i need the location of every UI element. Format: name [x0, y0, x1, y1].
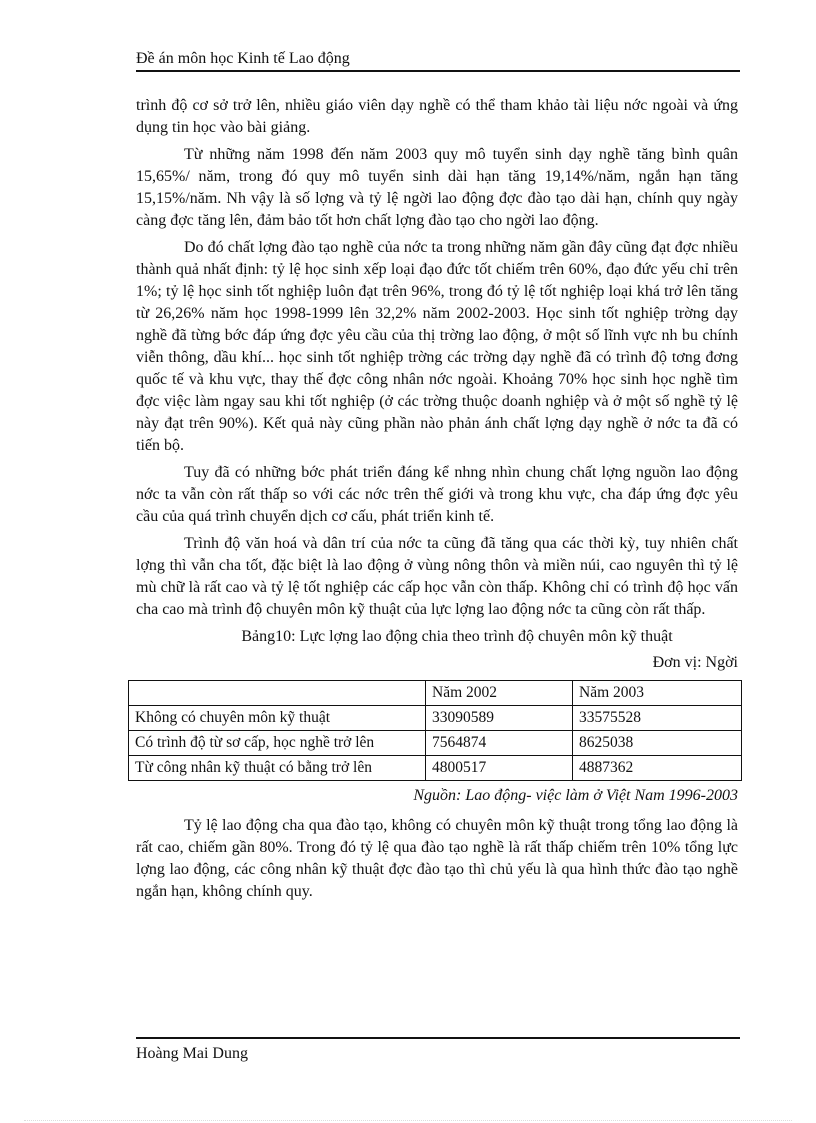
- page-header: [136, 50, 740, 72]
- page-edge-divider: [24, 1120, 792, 1121]
- paragraph: Từ những năm 1998 đến năm 2003 quy mô tuyển sinh dạy nghề tăng bình quân 15,65%/ năm, trong đó quy mô tuyển sinh dài hạn tăng 19,14%/năm, ngắn hạn tăng 15,15%/năm. Nh vậy là số lợng và tỷ lệ ngời lao động đợc đào tạo dài hạn, chính quy ngày càng đợc tăng lên, đảm bảo tốt hơn chất lợng đào tạo cho ngời lao động.: [136, 146, 738, 229]
- paragraph: Do đó chất lợng đào tạo nghề của nớc ta trong những năm gần đây cũng đạt đợc nhiều thành quả nhất định: tỷ lệ học sinh xếp loại đạo đức tốt chiếm trên 60%, đạo đức yếu chỉ trên 1%; tỷ lệ học sinh tốt nghiệp luôn đạt trên 96%, trong đó tỷ lệ tốt nghiệp loại khá trở lên tăng từ 26,26% năm học 1998-1999 lên 32,2% năm 2002-2003. Học sinh tốt nghiệp trờng dạy nghề đã từng bớc đáp ứng đợc yêu cầu của thị trờng lao động, ở một số lĩnh vực nh bu chính viễn thông, dầu khí... học sinh tốt nghiệp trờng các trờng dạy nghề đã có trình độ tơng đơng quốc tế và khu vực, thay thế đợc công nhân nớc ngoài. Khoảng 70% học sinh học nghề tìm đợc việc làm ngay sau khi tốt nghiệp (ở các trờng thuộc doanh nghiệp và ở một số nghề tỷ lệ này đạt trên 90%). Kết quả này cũng phần nào phản ánh chất lợng dạy nghề ở nớc ta đã có tiến bộ.: [136, 239, 738, 454]
- table-cell: 4887362: [573, 756, 742, 781]
- table-source: Nguồn: Lao động- việc làm ở Việt Nam 1996-2003: [413, 787, 738, 804]
- paragraph: Tuy đã có những bớc phát triển đáng kể nhng nhìn chung chất lợng nguồn lao động nớc ta vẫn còn rất thấp so với các nớc trên thế giới và trong khu vực, cha đáp ứng đợc yêu cầu của quá trình chuyển dịch cơ cấu, phát triển kinh tế.: [136, 464, 738, 525]
- table-header-row: [129, 681, 742, 706]
- paragraph: Tỷ lệ lao động cha qua đào tạo, không có chuyên môn kỹ thuật trong tổng lao động là rất cao, chiếm gần 80%. Trong đó tỷ lệ qua đào tạo nghề là rất thấp chiếm trên 10% tổng lực lợng lao động, các công nhân kỹ thuật đợc đào tạo thì chủ yếu là qua hình thức đào tạo nghề ngắn hạn, không chính quy.: [136, 817, 738, 900]
- table-cell: Từ công nhân kỹ thuật có bằng trở lên: [129, 756, 426, 781]
- table-row: [129, 706, 742, 731]
- data-table: [128, 680, 742, 781]
- table-row: [129, 731, 742, 756]
- table-cell: 8625038: [573, 731, 742, 756]
- table-caption: Bảng10: Lực lợng lao động chia theo trình độ chuyên môn kỹ thuật: [241, 628, 673, 645]
- table-cell: Không có chuyên môn kỹ thuật: [129, 706, 426, 731]
- table-cell: 7564874: [426, 731, 573, 756]
- table-cell: 4800517: [426, 756, 573, 781]
- table-cell: 33575528: [573, 706, 742, 731]
- document-body: [136, 95, 738, 908]
- page-footer: [136, 1037, 740, 1063]
- paragraph: trình độ cơ sở trở lên, nhiều giáo viên dạy nghề có thể tham khảo tài liệu nớc ngoài và ứng dụng tin học vào bài giảng.: [136, 97, 738, 136]
- table-cell: 33090589: [426, 706, 573, 731]
- table-header-cell: Năm 2003: [573, 681, 742, 706]
- table-header-cell: Năm 2002: [426, 681, 573, 706]
- table-header-cell: [129, 681, 426, 706]
- table-unit: Đơn vị: Ngời: [652, 654, 738, 671]
- table-row: [129, 756, 742, 781]
- table-cell: Có trình độ từ sơ cấp, học nghề trở lên: [129, 731, 426, 756]
- paragraph: Trình độ văn hoá và dân trí của nớc ta cũng đã tăng qua các thời kỳ, tuy nhiên chất lợng thì vẫn cha tốt, đặc biệt là lao động ở vùng nông thôn và miền núi, cao nguyên thì tỷ lệ mù chữ là rất cao và tỷ lệ tốt nghiệp các cấp học vẫn còn thấp. Không chỉ có trình độ học vấn cha cao mà trình độ chuyên môn kỹ thuật của lực lợng lao động nớc ta cũng còn rất thấp.: [136, 535, 738, 618]
- footer-author: Hoàng Mai Dung: [136, 1045, 248, 1062]
- header-title: Đề án môn học Kinh tế Lao động: [136, 50, 350, 67]
